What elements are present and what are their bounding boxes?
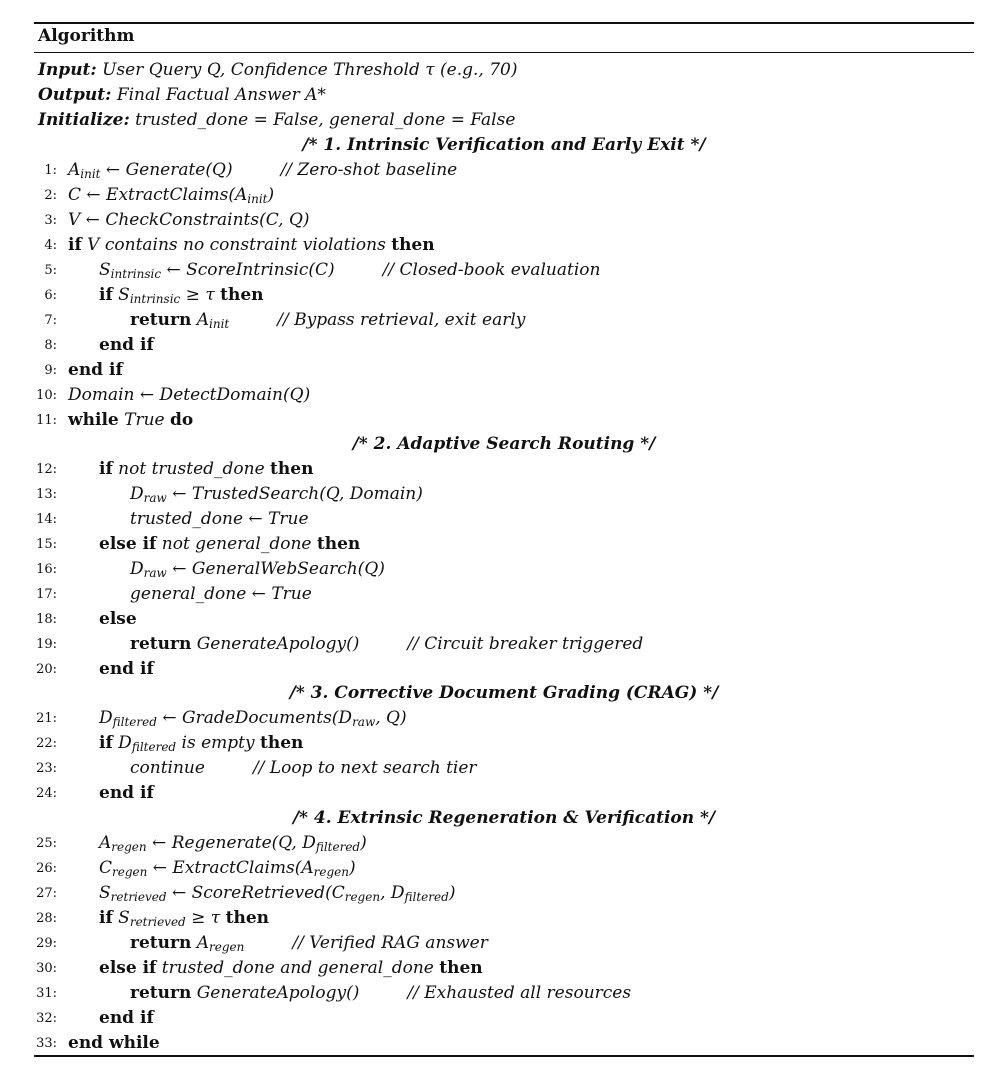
keyword: return — [130, 983, 192, 1003]
line-code — [68, 1031, 160, 1056]
line-code — [99, 1006, 154, 1031]
line-comment: // Verified RAG answer — [292, 933, 488, 953]
code-text: is empty — [176, 733, 260, 753]
keyword: then — [260, 733, 304, 753]
keyword: then — [439, 958, 483, 978]
keyword: else if — [99, 958, 157, 978]
line-code — [130, 582, 312, 607]
code-text: not trusted_done — [112, 459, 271, 479]
code-text: , D — [380, 883, 405, 903]
line-code — [99, 906, 269, 931]
section-heading-1: /* 1. Intrinsic Verification and Early Exit */ — [302, 135, 706, 155]
line-code — [68, 208, 310, 233]
line-number: 24: — [36, 786, 57, 801]
line-number: 5: — [44, 263, 57, 278]
subscript: retrieved — [129, 915, 186, 929]
subscript: regen — [344, 890, 381, 904]
code-text: ≥ τ — [180, 285, 221, 305]
code-text: trusted_done and general_done — [156, 958, 440, 978]
subscript: raw — [143, 566, 167, 580]
keyword: if — [99, 908, 113, 928]
subscript: init — [209, 317, 230, 331]
code-text: A — [99, 833, 112, 853]
line-number: 20: — [36, 662, 57, 677]
subscript: init — [80, 167, 101, 181]
line-code — [99, 532, 360, 557]
subscript: intrinsic — [110, 267, 162, 281]
code-text: S — [99, 883, 111, 903]
subscript: regen — [111, 840, 147, 854]
line-number: 29: — [36, 936, 57, 951]
line-code — [68, 158, 457, 183]
code-text: A — [191, 933, 209, 953]
keyword: if — [99, 459, 113, 479]
line-code — [130, 981, 631, 1006]
line-number: 33: — [36, 1036, 57, 1051]
output-text: Final Factual Answer A* — [116, 85, 326, 105]
code-text: S — [99, 260, 111, 280]
code-text: ← Generate(Q) — [100, 160, 233, 180]
algorithm-title: Algorithm — [38, 26, 135, 46]
line-code — [99, 781, 154, 806]
line-number: 12: — [36, 462, 57, 477]
header-rule — [34, 52, 974, 53]
code-text: ← TrustedSearch(Q, Domain) — [166, 484, 423, 504]
line-code — [68, 408, 193, 433]
code-text: S — [112, 285, 130, 305]
code-text: ← ScoreRetrieved(C — [166, 883, 345, 903]
keyword: end if — [99, 783, 154, 803]
initialize-label: Initialize: — [38, 110, 130, 130]
line-comment: // Circuit breaker triggered — [407, 634, 644, 654]
line-number: 22: — [36, 736, 57, 751]
line-number: 10: — [36, 388, 57, 403]
code-text: True — [118, 410, 171, 430]
line-number: 17: — [36, 587, 57, 602]
code-text: D — [112, 733, 132, 753]
keyword: while — [68, 410, 119, 430]
line-number: 26: — [36, 861, 57, 876]
code-text: ← GradeDocuments(D — [156, 708, 353, 728]
line-code — [99, 333, 154, 358]
line-number: 18: — [36, 612, 57, 627]
top-rule — [34, 22, 974, 24]
code-text: , Q) — [375, 708, 407, 728]
line-number: 1: — [44, 163, 57, 178]
keyword: then — [220, 285, 264, 305]
subscript: init — [247, 192, 268, 206]
keyword: end if — [99, 1008, 154, 1028]
bottom-rule — [34, 1055, 974, 1057]
line-number: 14: — [36, 512, 57, 527]
line-number: 4: — [44, 238, 57, 253]
code-text: ≥ τ — [185, 908, 226, 928]
code-text: C ← ExtractClaims(A — [68, 185, 248, 205]
line-number: 32: — [36, 1011, 57, 1026]
keyword: if — [99, 733, 113, 753]
subscript: filtered — [404, 890, 449, 904]
keyword: if — [99, 285, 113, 305]
line-number: 11: — [36, 413, 57, 428]
code-text: GenerateApology() — [191, 983, 360, 1003]
line-code — [99, 607, 137, 632]
line-number: 13: — [36, 487, 57, 502]
keyword: end while — [68, 1033, 160, 1053]
line-code — [99, 657, 154, 682]
code-text: ← ScoreIntrinsic(C) — [161, 260, 335, 280]
code-text: C — [99, 858, 113, 878]
line-code — [99, 831, 367, 856]
line-comment: // Bypass retrieval, exit early — [277, 310, 526, 330]
line-number: 31: — [36, 986, 57, 1001]
code-text: ) — [349, 858, 356, 878]
line-number: 23: — [36, 761, 57, 776]
line-code — [130, 308, 525, 333]
keyword: end if — [99, 335, 154, 355]
line-code — [130, 557, 385, 582]
input-label: Input: — [38, 60, 97, 80]
code-text: S — [112, 908, 130, 928]
line-code — [130, 931, 488, 956]
code-text: V ← CheckConstraints(C, Q) — [68, 210, 310, 230]
line-number: 28: — [36, 911, 57, 926]
subscript: intrinsic — [129, 292, 181, 306]
line-comment: // Exhausted all resources — [407, 983, 632, 1003]
code-text: Domain ← DetectDomain(Q) — [68, 385, 311, 405]
line-number: 25: — [36, 836, 57, 851]
code-text: A — [68, 160, 81, 180]
code-text: V contains no constraint violations — [81, 235, 392, 255]
output-label: Output: — [38, 85, 112, 105]
code-text: ) — [267, 185, 275, 205]
subscript: regen — [112, 865, 148, 879]
code-text: general_done ← True — [130, 584, 312, 604]
line-code — [99, 856, 356, 881]
keyword: then — [270, 459, 314, 479]
subscript: raw — [143, 491, 167, 505]
line-number: 16: — [36, 562, 57, 577]
line-code — [130, 507, 309, 532]
code-text: ← GeneralWebSearch(Q) — [166, 559, 385, 579]
line-number: 3: — [44, 213, 57, 228]
keyword: else — [99, 609, 137, 629]
code-text: D — [130, 559, 144, 579]
keyword: end if — [68, 360, 123, 380]
line-code — [99, 881, 455, 906]
line-code — [68, 233, 435, 258]
line-code — [99, 956, 483, 981]
line-number: 6: — [44, 288, 57, 303]
code-text: D — [99, 708, 113, 728]
subscript: retrieved — [110, 890, 167, 904]
keyword: return — [130, 933, 192, 953]
line-comment: // Loop to next search tier — [252, 758, 477, 778]
line-code — [99, 283, 264, 308]
code-text: D — [130, 484, 144, 504]
keyword: return — [130, 310, 192, 330]
input-text: User Query Q, Confidence Threshold τ (e.g., 70) — [102, 60, 518, 80]
keyword: then — [316, 534, 361, 554]
line-number: 27: — [36, 886, 57, 901]
code-text: not general_done — [156, 534, 317, 554]
line-code — [99, 258, 600, 283]
initialize-text: trusted_done = False, general_done = False — [135, 110, 516, 130]
section-heading-2: /* 2. Adaptive Search Routing */ — [352, 434, 656, 454]
line-code — [68, 183, 274, 208]
code-text: continue — [130, 758, 205, 778]
keyword: else if — [99, 534, 157, 554]
line-number: 30: — [36, 961, 57, 976]
line-code — [130, 756, 477, 781]
section-heading-3: /* 3. Corrective Document Grading (CRAG) */ — [289, 683, 719, 703]
subscript: regen — [209, 940, 245, 954]
line-code — [99, 706, 407, 731]
subscript: filtered — [112, 715, 157, 729]
keyword: return — [130, 634, 192, 654]
code-text: A — [191, 310, 209, 330]
code-text: trusted_done ← True — [130, 509, 309, 529]
line-number: 7: — [44, 313, 57, 328]
subscript: filtered — [315, 840, 361, 854]
keyword: if — [68, 235, 82, 255]
section-heading-4: /* 4. Extrinsic Regeneration & Verification */ — [292, 808, 716, 828]
line-number: 9: — [44, 363, 57, 378]
line-comment: // Closed-book evaluation — [382, 260, 601, 280]
subscript: filtered — [131, 740, 177, 754]
line-number: 2: — [44, 188, 57, 203]
line-code — [68, 358, 123, 383]
code-text: ) — [360, 833, 367, 853]
line-code — [68, 383, 310, 408]
subscript: raw — [352, 715, 376, 729]
code-text: ) — [448, 883, 456, 903]
line-code — [130, 482, 423, 507]
line-number: 19: — [36, 637, 57, 652]
subscript: regen — [313, 865, 349, 879]
keyword: do — [170, 410, 194, 430]
line-code — [99, 731, 303, 756]
line-number: 8: — [44, 338, 57, 353]
line-number: 15: — [36, 537, 57, 552]
line-code — [99, 457, 313, 482]
keyword: end if — [99, 659, 154, 679]
code-text: ← Regenerate(Q, D — [146, 833, 316, 853]
keyword: then — [225, 908, 270, 928]
code-text: GenerateApology() — [191, 634, 360, 654]
code-text: ← ExtractClaims(A — [147, 858, 314, 878]
line-code — [130, 632, 643, 657]
keyword: then — [391, 235, 435, 255]
line-number: 21: — [36, 711, 57, 726]
line-comment: // Zero-shot baseline — [280, 160, 458, 180]
